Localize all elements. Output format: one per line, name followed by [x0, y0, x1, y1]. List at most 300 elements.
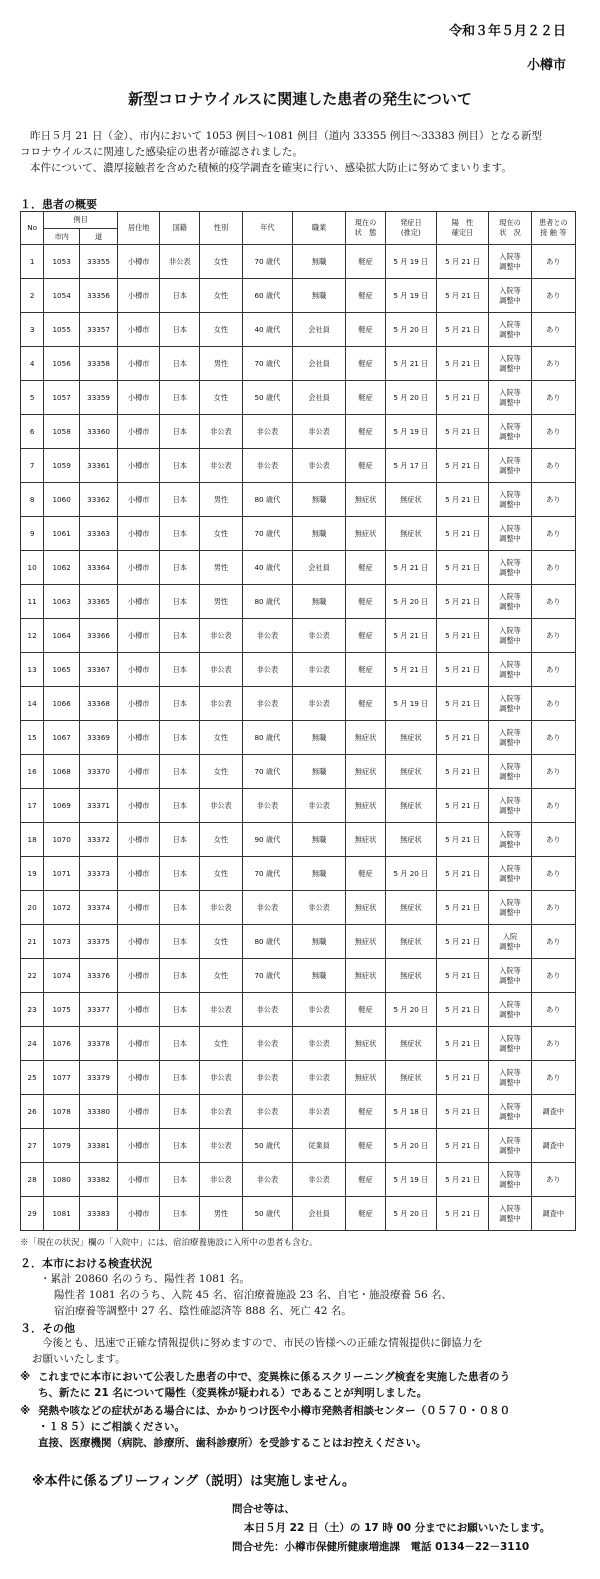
cell-status-line1: 入院等	[499, 557, 521, 567]
cell-condition: 軽症	[345, 449, 385, 483]
cell-nationality: 日本	[160, 585, 200, 619]
cell-city-case: 1058	[44, 415, 80, 449]
cell-contact: あり	[531, 823, 575, 857]
header-pref-case: 道	[80, 229, 118, 245]
cell-city-case: 1061	[44, 517, 80, 551]
cell-status-line1: 入院等	[499, 897, 521, 907]
cell-status-line2: 調整中	[499, 601, 521, 611]
table-row	[21, 483, 576, 517]
cell-onset: 5 月 21 日	[386, 347, 437, 381]
cell-residence: 小樽市	[118, 347, 160, 381]
other-line: お願いいたします。	[32, 1353, 126, 1365]
cell-sex: 女性	[200, 279, 242, 313]
cell-status	[489, 245, 531, 279]
cell-residence: 小樽市	[118, 245, 160, 279]
header-contact-line1: 患者との	[538, 218, 568, 227]
cell-age: 50 歳代	[242, 1129, 293, 1163]
cell-sex: 男性	[200, 551, 242, 585]
cell-status-line1: 入院等	[499, 625, 521, 635]
cell-city-case: 1063	[44, 585, 80, 619]
cell-age: 非公表	[242, 789, 293, 823]
cell-pref-case: 33373	[80, 857, 118, 891]
cell-nationality: 日本	[160, 959, 200, 993]
cell-contact: あり	[531, 687, 575, 721]
cell-confirm: 5 月 21 日	[436, 721, 489, 755]
cell-onset: 5 月 17 日	[386, 449, 437, 483]
cell-status-line1: 入院等	[499, 1203, 521, 1213]
cell-confirm: 5 月 21 日	[436, 381, 489, 415]
cell-onset: 無症状	[386, 959, 437, 993]
cell-contact: あり	[531, 245, 575, 279]
cell-status-line2: 調整中	[499, 1009, 521, 1019]
cell-status-line1: 入院等	[499, 1135, 521, 1145]
cell-city-case: 1064	[44, 619, 80, 653]
cell-city-case: 1065	[44, 653, 80, 687]
cell-confirm: 5 月 21 日	[436, 993, 489, 1027]
cell-age: 80 歳代	[242, 585, 293, 619]
cell-age: 非公表	[242, 619, 293, 653]
cell-nationality: 日本	[160, 551, 200, 585]
cell-pref-case: 33365	[80, 585, 118, 619]
cell-job: 会社員	[293, 347, 346, 381]
cell-status-line1: 入院等	[499, 387, 521, 397]
cell-job: 会社員	[293, 551, 346, 585]
cell-pref-case: 33360	[80, 415, 118, 449]
table-row	[21, 279, 576, 313]
cell-nationality: 日本	[160, 721, 200, 755]
cell-no: 1	[21, 245, 44, 279]
cell-city-case: 1066	[44, 687, 80, 721]
header-city-case: 市内	[44, 229, 80, 245]
cell-nationality: 日本	[160, 891, 200, 925]
cell-no: 17	[21, 789, 44, 823]
cell-condition: 軽症	[345, 347, 385, 381]
cell-status	[489, 1129, 531, 1163]
cell-nationality: 日本	[160, 415, 200, 449]
cell-contact: あり	[531, 619, 575, 653]
cell-status-line2: 調整中	[499, 1043, 521, 1053]
intro-line: 昨日５月 21 日（金）、市内において 1053 例目～1081 例目（道内 33355 例目～33383 例目）となる新型	[30, 130, 543, 142]
briefing-notice: ※本件に係るブリーフィング（説明）は実施しません。	[32, 1474, 355, 1489]
cell-status-line1: 入院等	[499, 727, 521, 737]
cell-age: 非公表	[242, 1095, 293, 1129]
cell-sex: 女性	[200, 823, 242, 857]
cell-contact: あり	[531, 517, 575, 551]
table-row	[21, 381, 576, 415]
cell-condition: 無症状	[345, 517, 385, 551]
cell-job: 無職	[293, 959, 346, 993]
cell-residence: 小樽市	[118, 1163, 160, 1197]
cell-age: 80 歳代	[242, 925, 293, 959]
table-row	[21, 823, 576, 857]
cell-contact: あり	[531, 415, 575, 449]
cell-status	[489, 823, 531, 857]
cell-residence: 小樽市	[118, 1061, 160, 1095]
cell-status-line2: 調整中	[499, 431, 521, 441]
cell-city-case: 1059	[44, 449, 80, 483]
cell-job: 無職	[293, 823, 346, 857]
cell-status-line1: 入院等	[499, 1033, 521, 1043]
cell-city-case: 1078	[44, 1095, 80, 1129]
cell-contact: あり	[531, 891, 575, 925]
cell-age: 非公表	[242, 993, 293, 1027]
header-residence: 居住地	[118, 212, 160, 245]
cell-status-line1: 入院等	[499, 251, 521, 261]
cell-status-line1: 入院等	[499, 523, 521, 533]
cell-no: 8	[21, 483, 44, 517]
cell-sex: 非公表	[200, 653, 242, 687]
cell-confirm: 5 月 21 日	[436, 1095, 489, 1129]
cell-onset: 無症状	[386, 925, 437, 959]
header-status	[489, 212, 531, 245]
cell-contact: あり	[531, 279, 575, 313]
cell-status-line2: 調整中	[499, 533, 521, 543]
cell-contact: あり	[531, 653, 575, 687]
section-heading-testing: ２．本市における検査状況	[20, 1257, 152, 1270]
cell-city-case: 1062	[44, 551, 80, 585]
cell-sex: 女性	[200, 857, 242, 891]
cell-onset: 無症状	[386, 1027, 437, 1061]
cell-city-case: 1053	[44, 245, 80, 279]
cell-age: 非公表	[242, 687, 293, 721]
cell-confirm: 5 月 21 日	[436, 925, 489, 959]
cell-contact: あり	[531, 313, 575, 347]
table-row	[21, 789, 576, 823]
cell-age: 80 歳代	[242, 483, 293, 517]
table-row	[21, 653, 576, 687]
cell-status	[489, 721, 531, 755]
cell-status	[489, 959, 531, 993]
cell-nationality: 日本	[160, 1061, 200, 1095]
header-status-line1: 現在の	[499, 218, 521, 227]
cell-condition: 軽症	[345, 279, 385, 313]
cell-condition: 軽症	[345, 381, 385, 415]
cell-status-line2: 調整中	[499, 397, 521, 407]
cell-no: 28	[21, 1163, 44, 1197]
document-title: 新型コロナウイルスに関連した患者の発生について	[128, 90, 472, 108]
cell-condition: 無症状	[345, 789, 385, 823]
cell-residence: 小樽市	[118, 381, 160, 415]
cell-condition: 軽症	[345, 1197, 385, 1231]
cell-city-case: 1076	[44, 1027, 80, 1061]
cell-contact: あり	[531, 483, 575, 517]
cell-status-line1: 入院等	[499, 761, 521, 771]
cell-onset: 5 月 18 日	[386, 1095, 437, 1129]
cell-city-case: 1060	[44, 483, 80, 517]
cell-confirm: 5 月 21 日	[436, 245, 489, 279]
cell-city-case: 1067	[44, 721, 80, 755]
cell-residence: 小樽市	[118, 449, 160, 483]
cell-contact: 調査中	[531, 1095, 575, 1129]
cell-sex: 非公表	[200, 1095, 242, 1129]
cell-confirm: 5 月 21 日	[436, 857, 489, 891]
cell-nationality: 日本	[160, 1027, 200, 1061]
cell-job: 会社員	[293, 381, 346, 415]
cell-age: 40 歳代	[242, 313, 293, 347]
cell-status-line1: 入院等	[499, 319, 521, 329]
cell-job: 無職	[293, 517, 346, 551]
note-line: 発熱や咳などの症状がある場合には、かかりつけ医や小樽市発熱者相談センター（０５７０・０８０	[38, 1405, 511, 1417]
cell-pref-case: 33376	[80, 959, 118, 993]
cell-pref-case: 33357	[80, 313, 118, 347]
cell-confirm: 5 月 21 日	[436, 1027, 489, 1061]
cell-pref-case: 33369	[80, 721, 118, 755]
header-confirm-line2: 確定日	[451, 228, 474, 237]
cell-status-line1: 入院等	[499, 353, 521, 363]
cell-age: 70 歳代	[242, 959, 293, 993]
cell-sex: 非公表	[200, 687, 242, 721]
cell-nationality: 日本	[160, 279, 200, 313]
cell-onset: 無症状	[386, 517, 437, 551]
cell-status-line1: 入院等	[499, 285, 521, 295]
cell-nationality: 日本	[160, 789, 200, 823]
cell-residence: 小樽市	[118, 993, 160, 1027]
cell-residence: 小樽市	[118, 1027, 160, 1061]
cell-city-case: 1079	[44, 1129, 80, 1163]
cell-no: 25	[21, 1061, 44, 1095]
section-heading-other: ３．その他	[20, 1322, 75, 1335]
cell-job: 従業員	[293, 1129, 346, 1163]
cell-residence: 小樽市	[118, 891, 160, 925]
cell-confirm: 5 月 21 日	[436, 279, 489, 313]
cell-residence: 小樽市	[118, 279, 160, 313]
cell-onset: 5 月 20 日	[386, 381, 437, 415]
cell-pref-case: 33381	[80, 1129, 118, 1163]
cell-residence: 小樽市	[118, 789, 160, 823]
cell-onset: 無症状	[386, 1061, 437, 1095]
cell-status-line1: 入院等	[499, 829, 521, 839]
header-contact	[531, 212, 575, 245]
cell-job: 非公表	[293, 1163, 346, 1197]
cell-status-line1: 入院等	[499, 591, 521, 601]
cell-pref-case: 33355	[80, 245, 118, 279]
cell-job: 非公表	[293, 1027, 346, 1061]
cell-onset: 5 月 19 日	[386, 415, 437, 449]
cell-contact: あり	[531, 1163, 575, 1197]
table-row	[21, 1163, 576, 1197]
cell-onset: 無症状	[386, 755, 437, 789]
table-row	[21, 993, 576, 1027]
intro-line: コロナウイルスに関連した感染症の患者が確認されました。	[20, 146, 303, 158]
cell-contact: あり	[531, 1061, 575, 1095]
cell-status	[489, 483, 531, 517]
cell-onset: 5 月 19 日	[386, 245, 437, 279]
note-mark: ※	[20, 1405, 31, 1417]
cell-pref-case: 33366	[80, 619, 118, 653]
cell-sex: 女性	[200, 1027, 242, 1061]
cell-status	[489, 653, 531, 687]
notes	[20, 1369, 576, 1453]
table-row	[21, 959, 576, 993]
cell-status-line2: 調整中	[499, 805, 521, 815]
cell-no: 21	[21, 925, 44, 959]
cell-nationality: 日本	[160, 1197, 200, 1231]
cell-nationality: 日本	[160, 1163, 200, 1197]
cell-onset: 5 月 20 日	[386, 585, 437, 619]
cell-job: 無職	[293, 755, 346, 789]
cell-job: 無職	[293, 925, 346, 959]
cell-status	[489, 347, 531, 381]
cell-nationality: 日本	[160, 687, 200, 721]
cell-residence: 小樽市	[118, 585, 160, 619]
cell-status	[489, 517, 531, 551]
testing-stats	[40, 1271, 452, 1319]
cell-city-case: 1068	[44, 755, 80, 789]
cell-onset: 無症状	[386, 721, 437, 755]
table-row	[21, 415, 576, 449]
cell-status-line2: 調整中	[499, 737, 521, 747]
cell-city-case: 1077	[44, 1061, 80, 1095]
cell-status-line1: 入院等	[499, 489, 521, 499]
cell-sex: 男性	[200, 483, 242, 517]
cell-age: 非公表	[242, 1061, 293, 1095]
cell-city-case: 1081	[44, 1197, 80, 1231]
cell-sex: 女性	[200, 755, 242, 789]
cell-pref-case: 33379	[80, 1061, 118, 1095]
header-no: No	[21, 212, 44, 245]
cell-status-line2: 調整中	[499, 703, 521, 713]
cell-nationality: 日本	[160, 619, 200, 653]
cell-job: 無職	[293, 483, 346, 517]
cell-pref-case: 33368	[80, 687, 118, 721]
cell-condition: 軽症	[345, 687, 385, 721]
cell-age: 80 歳代	[242, 721, 293, 755]
header-condition	[345, 212, 385, 245]
cell-pref-case: 33375	[80, 925, 118, 959]
header-contact-line2: 接 触 等	[540, 228, 567, 237]
cell-confirm: 5 月 21 日	[436, 517, 489, 551]
cell-pref-case: 33370	[80, 755, 118, 789]
cell-pref-case: 33356	[80, 279, 118, 313]
cell-confirm: 5 月 21 日	[436, 619, 489, 653]
cell-confirm: 5 月 21 日	[436, 415, 489, 449]
header-onset-line1: 発症日	[400, 218, 422, 227]
cell-age: 70 歳代	[242, 347, 293, 381]
cell-status-line2: 調整中	[499, 907, 521, 917]
cell-contact: あり	[531, 585, 575, 619]
cell-contact: あり	[531, 925, 575, 959]
table-row	[21, 347, 576, 381]
cell-no: 15	[21, 721, 44, 755]
cell-age: 70 歳代	[242, 755, 293, 789]
cell-nationality: 日本	[160, 1129, 200, 1163]
cell-contact: あり	[531, 721, 575, 755]
cell-pref-case: 33380	[80, 1095, 118, 1129]
cell-contact: あり	[531, 347, 575, 381]
cell-condition: 軽症	[345, 1095, 385, 1129]
cell-status	[489, 1095, 531, 1129]
cell-pref-case: 33364	[80, 551, 118, 585]
cell-no: 26	[21, 1095, 44, 1129]
cell-status-line2: 調整中	[499, 1179, 521, 1189]
cell-status-line2: 調整中	[499, 261, 521, 271]
cell-condition: 軽症	[345, 585, 385, 619]
cell-condition: 無症状	[345, 925, 385, 959]
cell-onset: 無症状	[386, 483, 437, 517]
cell-onset: 無症状	[386, 789, 437, 823]
table-row	[21, 449, 576, 483]
cell-sex: 女性	[200, 245, 242, 279]
header-condition-line1: 現在の	[354, 218, 377, 227]
cell-sex: 非公表	[200, 619, 242, 653]
cell-contact: あり	[531, 789, 575, 823]
other-paragraph	[32, 1335, 574, 1367]
cell-condition: 無症状	[345, 1061, 385, 1095]
cell-pref-case: 33374	[80, 891, 118, 925]
cell-nationality: 日本	[160, 857, 200, 891]
cell-age: 50 歳代	[242, 1197, 293, 1231]
other-line: 今後とも、迅速で正確な情報提供に努めますので、市民の皆様への正確な情報提供に御協力を	[42, 1337, 483, 1349]
table-row	[21, 687, 576, 721]
cell-city-case: 1071	[44, 857, 80, 891]
cell-residence: 小樽市	[118, 653, 160, 687]
contact-line: 本日５月 22 日（土）の 17 時 00 分までにお願いいたします。	[244, 1522, 551, 1534]
header-onset	[386, 212, 437, 245]
note-line: ・１８５）にご相談ください。	[38, 1421, 185, 1433]
cell-sex: 女性	[200, 381, 242, 415]
cell-pref-case: 33383	[80, 1197, 118, 1231]
cell-sex: 女性	[200, 959, 242, 993]
cell-no: 22	[21, 959, 44, 993]
cell-age: 非公表	[242, 653, 293, 687]
cell-status	[489, 993, 531, 1027]
cell-pref-case: 33372	[80, 823, 118, 857]
cell-confirm: 5 月 21 日	[436, 789, 489, 823]
cell-pref-case: 33377	[80, 993, 118, 1027]
cell-status	[489, 789, 531, 823]
cell-contact: あり	[531, 381, 575, 415]
cell-nationality: 日本	[160, 1095, 200, 1129]
cell-residence: 小樽市	[118, 1129, 160, 1163]
cell-condition: 軽症	[345, 1163, 385, 1197]
cell-job: 会社員	[293, 1197, 346, 1231]
table-row	[21, 551, 576, 585]
cell-status-line1: 入院等	[499, 1101, 521, 1111]
cell-city-case: 1054	[44, 279, 80, 313]
cell-no: 27	[21, 1129, 44, 1163]
cell-sex: 男性	[200, 347, 242, 381]
cell-job: 非公表	[293, 1095, 346, 1129]
cell-no: 23	[21, 993, 44, 1027]
cell-status	[489, 551, 531, 585]
cell-residence: 小樽市	[118, 959, 160, 993]
section-heading-patients: １．患者の概要	[20, 198, 97, 211]
cell-age: 70 歳代	[242, 857, 293, 891]
cell-status-line1: 入院等	[499, 421, 521, 431]
cell-residence: 小樽市	[118, 313, 160, 347]
cell-pref-case: 33363	[80, 517, 118, 551]
cell-city-case: 1070	[44, 823, 80, 857]
cell-onset: 5 月 20 日	[386, 1197, 437, 1231]
cell-job: 非公表	[293, 1061, 346, 1095]
cell-contact: あり	[531, 857, 575, 891]
intro-line: 本件について、濃厚接触者を含めた積極的疫学調査を確実に行い、感染拡大防止に努めてまいります。	[30, 162, 512, 174]
cell-no: 19	[21, 857, 44, 891]
cell-job: 無職	[293, 721, 346, 755]
cell-residence: 小樽市	[118, 823, 160, 857]
cell-status	[489, 925, 531, 959]
cell-sex: 非公表	[200, 789, 242, 823]
cell-status	[489, 1163, 531, 1197]
cell-sex: 非公表	[200, 891, 242, 925]
cell-sex: 非公表	[200, 449, 242, 483]
cell-status	[489, 585, 531, 619]
cell-age: 非公表	[242, 449, 293, 483]
header-case: 例目	[44, 212, 118, 229]
cell-contact: 調査中	[531, 1197, 575, 1231]
cell-condition: 無症状	[345, 823, 385, 857]
cell-status-line2: 調整中	[499, 669, 521, 679]
